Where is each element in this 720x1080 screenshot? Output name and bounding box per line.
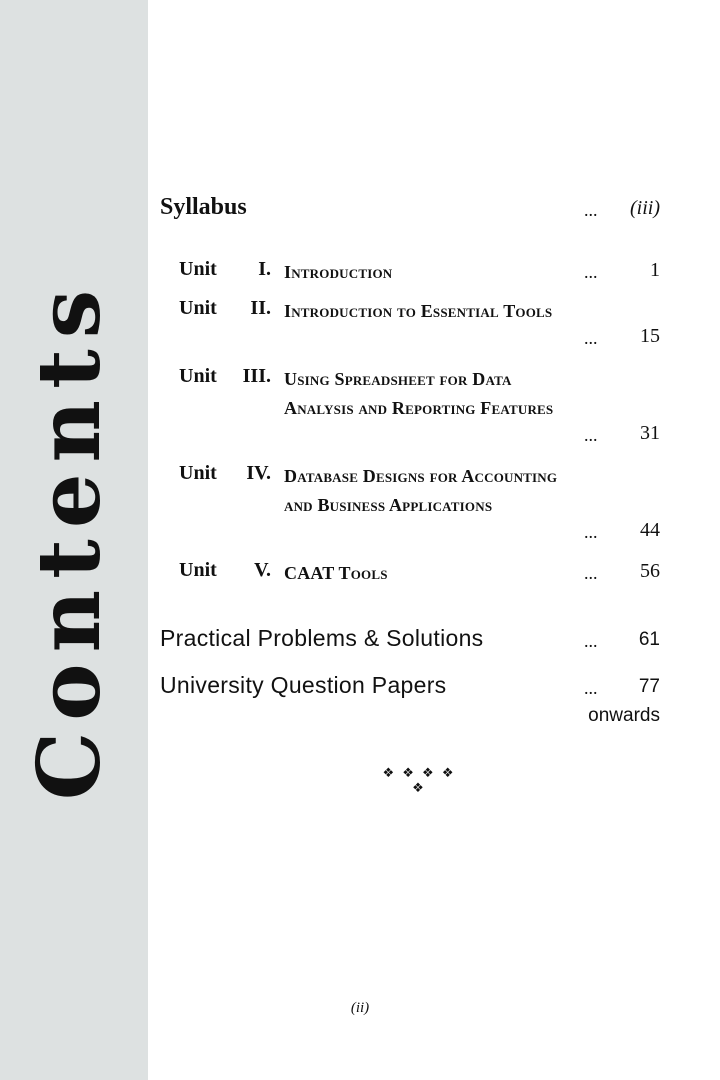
unit-label: Unit — [179, 365, 217, 387]
toc-entry-unit-3[interactable] — [160, 365, 660, 455]
unit-number: IV. — [246, 462, 271, 484]
page-number: 61 — [638, 629, 660, 650]
unit-label: Unit — [179, 258, 217, 280]
sidebar-band — [0, 0, 148, 1080]
page-number: 44 — [640, 519, 660, 541]
leader-dots: ... — [584, 425, 598, 445]
leader-dots: ... — [584, 328, 598, 348]
toc-entry-unit-5[interactable] — [160, 559, 660, 589]
page-number: 31 — [640, 422, 660, 444]
page-number: (iii) — [630, 197, 660, 219]
unit-number: V. — [254, 559, 271, 581]
leader-dots: ... — [584, 522, 598, 542]
practical-label: Practical Problems & Solutions — [160, 625, 484, 651]
leader-dots: ... — [584, 678, 598, 698]
toc-entry-unit-1[interactable] — [160, 258, 660, 288]
university-papers-label: University Question Papers — [160, 672, 447, 698]
unit-title: Introduction to Essential Tools — [284, 301, 553, 321]
page-number: 56 — [640, 560, 660, 582]
unit-number: III. — [242, 365, 271, 387]
page-number: 1 — [650, 259, 660, 281]
vertical-title — [2, 278, 138, 800]
syllabus-label: Syllabus — [160, 194, 247, 220]
unit-number: I. — [258, 258, 271, 280]
leader-dots: ... — [584, 563, 598, 583]
toc-entry-unit-2[interactable] — [160, 297, 660, 357]
page-number: 15 — [640, 325, 660, 347]
toc-entry-syllabus[interactable] — [160, 194, 660, 228]
unit-title: Using Spreadsheet for Data Analysis and Reporting Features — [284, 369, 554, 418]
ornament-divider: ❖ ❖ ❖ ❖ ❖ — [382, 766, 456, 796]
page-folio: (ii) — [350, 1000, 370, 1016]
page-number: 77 — [638, 676, 660, 697]
contents-heading: Contents — [19, 278, 121, 800]
unit-number: II. — [250, 297, 271, 319]
onwards-note: onwards — [588, 705, 660, 726]
toc-entry-practical[interactable] — [160, 625, 660, 659]
unit-title: CAAT Tools — [284, 563, 388, 583]
unit-title: Introduction — [284, 262, 393, 282]
unit-label: Unit — [179, 462, 217, 484]
toc-entry-university-papers[interactable] — [160, 672, 660, 732]
leader-dots: ... — [584, 200, 598, 220]
leader-dots: ... — [584, 262, 598, 282]
unit-label: Unit — [179, 297, 217, 319]
unit-label: Unit — [179, 559, 217, 581]
unit-title: Database Designs for Accounting and Business Applications — [284, 466, 558, 515]
leader-dots: ... — [584, 631, 598, 651]
toc-entry-unit-4[interactable] — [160, 462, 660, 552]
